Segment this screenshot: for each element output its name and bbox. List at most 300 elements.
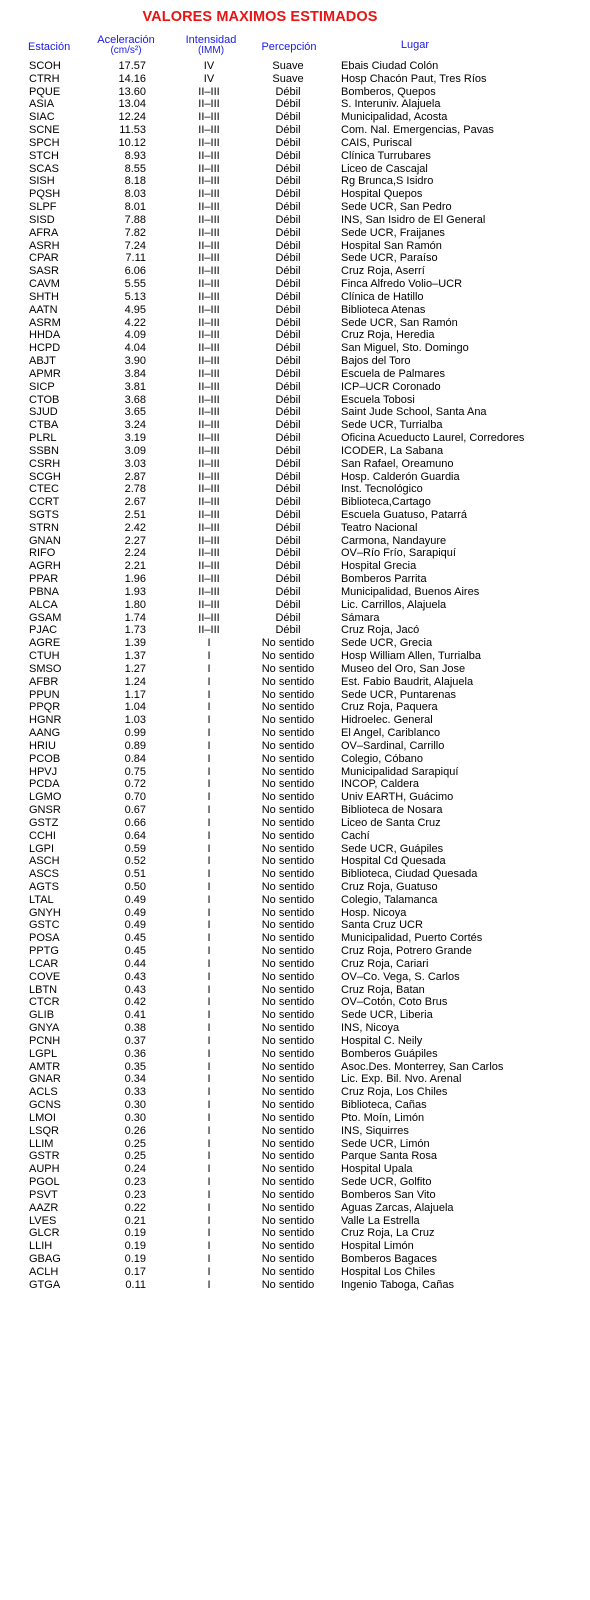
location-name: Rg Brunca,S Isidro: [341, 175, 434, 188]
acceleration-value: 12.24: [118, 111, 146, 124]
location-name: San Rafael, Oreamuno: [341, 457, 454, 470]
table-row: [0, 958, 590, 971]
perception-value: Débil: [275, 611, 301, 624]
acceleration-value: 3.09: [124, 444, 146, 457]
perception-value: No sentido: [261, 881, 315, 893]
location-name: Cruz Roja, Los Chiles: [341, 1086, 448, 1099]
acceleration-value: 0.35: [124, 1060, 146, 1073]
perception-value: No sentido: [261, 1124, 315, 1137]
table-row: [0, 432, 590, 445]
station-code: CCRT: [29, 496, 60, 509]
intensity-value: II–III: [198, 239, 220, 252]
table-row: [0, 291, 590, 304]
perception-value: No sentido: [261, 945, 315, 958]
intensity-value: II–III: [198, 201, 220, 214]
location-name: Hospital Los Chiles: [341, 1265, 436, 1278]
perception-value: Débil: [275, 560, 301, 573]
header-estacion: Estación: [28, 41, 71, 53]
perception-value: No sentido: [261, 1201, 315, 1214]
table-row: [0, 445, 590, 458]
station-code: ACLH: [29, 1265, 59, 1278]
station-code: CTOB: [29, 393, 60, 406]
station-code: SCGH: [29, 470, 61, 483]
location-name: Sede UCR, Fraijanes: [341, 226, 445, 239]
perception-value: No sentido: [261, 932, 315, 945]
location-name: Cruz Roja, Guatuso: [341, 881, 438, 893]
location-name: Sede UCR, Turrialba: [341, 419, 443, 432]
perception-value: Débil: [275, 380, 301, 393]
location-name: Clínica Turrubares: [341, 149, 431, 162]
intensity-value: II–III: [198, 496, 220, 509]
perception-value: Débil: [275, 252, 301, 265]
perception-value: No sentido: [261, 893, 315, 906]
location-name: Biblioteca de Nosara: [341, 804, 443, 817]
acceleration-value: 0.44: [124, 957, 146, 970]
location-name: Lic. Exp. Bil. Nvo. Arenal: [341, 1073, 462, 1086]
acceleration-value: 0.26: [124, 1124, 146, 1137]
location-name: INCOP, Caldera: [341, 778, 420, 791]
station-code: CTUH: [29, 650, 60, 663]
table-row: [0, 1138, 590, 1151]
table-row: [0, 496, 590, 509]
table-row: [0, 637, 590, 650]
intensity-value: II–III: [198, 85, 220, 98]
station-code: PSVT: [29, 1188, 58, 1201]
acceleration-value: 0.43: [124, 983, 146, 996]
table-row: [0, 701, 590, 714]
table-row: [0, 509, 590, 522]
acceleration-value: 0.38: [124, 1022, 146, 1035]
perception-value: Débil: [275, 483, 301, 496]
perception-value: Débil: [275, 547, 301, 560]
station-code: PGOL: [29, 1176, 60, 1189]
intensity-value: I: [207, 1176, 211, 1189]
table-row: [0, 73, 590, 86]
location-name: ICP–UCR Coronado: [341, 380, 441, 393]
table-row: [0, 1202, 590, 1215]
acceleration-value: 11.53: [119, 124, 146, 137]
intensity-value: II–III: [198, 303, 220, 316]
acceleration-value: 1.03: [124, 714, 146, 727]
table-row: [0, 919, 590, 932]
intensity-value: I: [207, 893, 211, 906]
table-row: [0, 804, 590, 817]
station-code: SCAS: [29, 162, 59, 175]
acceleration-value: 10.12: [118, 136, 146, 149]
acceleration-value: 0.51: [124, 868, 146, 881]
intensity-value: II–III: [198, 585, 220, 598]
station-code: GLCR: [29, 1227, 60, 1240]
table-row: [0, 111, 590, 124]
intensity-value: I: [207, 650, 211, 663]
perception-value: No sentido: [261, 1086, 315, 1099]
perception-value: No sentido: [261, 842, 315, 855]
station-code: SHTH: [29, 290, 59, 303]
table-row: [0, 419, 590, 432]
perception-value: No sentido: [261, 804, 315, 817]
perception-value: No sentido: [261, 1034, 315, 1047]
intensity-value: I: [207, 1253, 211, 1266]
intensity-value: II–III: [198, 213, 220, 226]
table-row: [0, 1150, 590, 1163]
station-code: GSTR: [29, 1150, 60, 1163]
location-name: Cruz Roja, Cariari: [341, 957, 429, 970]
acceleration-value: 2.87: [124, 470, 146, 483]
table-row: [0, 394, 590, 407]
station-code: AUPH: [29, 1163, 60, 1176]
intensity-value: I: [207, 868, 211, 881]
station-code: LLIH: [29, 1240, 53, 1253]
location-name: San Miguel, Sto. Domingo: [341, 342, 469, 355]
header-intensidad-unit: (IMM): [197, 45, 225, 56]
location-name: Escuela Guatuso, Patarrá: [341, 508, 467, 521]
location-name: Lic. Carrillos, Alajuela: [341, 598, 447, 611]
location-name: Bomberos Bagaces: [341, 1253, 437, 1266]
intensity-value: II–III: [198, 419, 220, 432]
intensity-value: I: [207, 983, 211, 996]
perception-value: No sentido: [261, 1265, 315, 1278]
station-code: GNYA: [29, 1022, 60, 1035]
station-code: GNAR: [29, 1073, 61, 1086]
table-row: [0, 163, 590, 176]
perception-value: No sentido: [261, 1073, 315, 1086]
location-name: Sede UCR, San Pedro: [341, 201, 452, 214]
location-name: Oficina Acueducto Laurel, Corredores: [341, 432, 525, 445]
intensity-value: IV: [203, 72, 215, 85]
intensity-value: I: [207, 688, 211, 701]
station-code: LGPL: [29, 1047, 58, 1060]
acceleration-value: 0.41: [124, 1009, 146, 1022]
acceleration-value: 4.04: [124, 342, 146, 355]
intensity-value: II–III: [198, 393, 220, 406]
location-name: Ebais Ciudad Colón: [341, 60, 439, 72]
station-code: PPUN: [29, 688, 60, 701]
station-code: CAVM: [29, 278, 60, 291]
intensity-value: II–III: [198, 226, 220, 239]
intensity-value: I: [207, 714, 211, 727]
location-name: Hospital C. Neily: [341, 1034, 423, 1047]
perception-value: Débil: [275, 496, 301, 509]
table-row: [0, 137, 590, 150]
perception-value: No sentido: [261, 778, 315, 791]
station-code: AAZR: [29, 1201, 59, 1214]
perception-value: Débil: [275, 213, 301, 226]
intensity-value: II–III: [198, 432, 220, 445]
intensity-value: I: [207, 996, 211, 1009]
header-intensidad: [174, 35, 248, 56]
intensity-value: I: [207, 778, 211, 791]
acceleration-value: 2.51: [124, 508, 146, 521]
intensity-value: II–III: [198, 573, 220, 586]
location-name: Hosp. Calderón Guardia: [341, 470, 460, 483]
intensity-value: II–III: [198, 611, 220, 624]
location-name: ICODER, La Sabana: [341, 444, 444, 457]
acceleration-value: 0.70: [124, 791, 146, 804]
intensity-value: I: [207, 816, 211, 829]
intensity-value: II–III: [198, 355, 220, 368]
acceleration-value: 13.60: [118, 85, 146, 98]
acceleration-value: 6.06: [124, 265, 146, 278]
station-code: POSA: [29, 932, 60, 945]
perception-value: Débil: [275, 342, 301, 355]
station-code: ABJT: [29, 355, 56, 368]
location-name: Cruz Roja, Potrero Grande: [341, 945, 472, 958]
perception-value: Débil: [275, 406, 301, 419]
station-code: CTRH: [29, 72, 60, 85]
table-row: [0, 1073, 590, 1086]
location-name: Hosp Chacón Paut, Tres Ríos: [341, 72, 487, 85]
table-row: [0, 355, 590, 368]
perception-value: No sentido: [261, 701, 315, 714]
acceleration-value: 4.22: [124, 316, 146, 329]
acceleration-value: 0.24: [124, 1163, 146, 1176]
location-name: Saint Jude School, Santa Ana: [341, 406, 487, 419]
acceleration-value: 1.04: [124, 701, 146, 714]
table-row: [0, 471, 590, 484]
table-row: [0, 201, 590, 214]
perception-value: Débil: [275, 393, 301, 406]
page-title: VALORES MAXIMOS ESTIMADOS: [142, 9, 378, 25]
table-row: [0, 342, 590, 355]
perception-value: Débil: [275, 290, 301, 303]
location-name: OV–Sardinal, Carrillo: [341, 739, 445, 752]
location-name: Museo del Oro, San Jose: [341, 662, 466, 675]
acceleration-value: 0.19: [124, 1227, 146, 1240]
acceleration-value: 0.19: [124, 1240, 146, 1253]
intensity-value: II–III: [198, 534, 220, 547]
intensity-value: I: [207, 1099, 211, 1112]
table-row: [0, 560, 590, 573]
location-name: Hospital Upala: [341, 1163, 413, 1176]
location-name: Valle La Estrella: [341, 1214, 420, 1227]
perception-value: Débil: [275, 239, 301, 252]
station-code: PCDA: [29, 778, 60, 791]
intensity-value: II–III: [198, 188, 220, 201]
acceleration-value: 7.24: [124, 239, 146, 252]
location-name: Cruz Roja, Batan: [341, 983, 425, 996]
location-name: OV–Cotón, Coto Brus: [341, 996, 448, 1009]
intensity-value: II–III: [198, 547, 220, 560]
intensity-value: II–III: [198, 162, 220, 175]
acceleration-value: 0.64: [124, 829, 146, 842]
location-name: Escuela Tobosi: [341, 393, 415, 406]
station-code: SICP: [29, 380, 55, 393]
acceleration-value: 0.30: [124, 1111, 146, 1124]
intensity-value: I: [207, 919, 211, 932]
intensity-value: I: [207, 1214, 211, 1227]
perception-value: Débil: [275, 432, 301, 445]
table-row: [0, 907, 590, 920]
perception-value: Débil: [275, 508, 301, 521]
station-code: HPVJ: [29, 765, 58, 778]
intensity-value: I: [207, 842, 211, 855]
location-name: Pto. Moín, Limón: [341, 1111, 425, 1124]
intensity-value: II–III: [198, 98, 220, 111]
table-row: [0, 278, 590, 291]
acceleration-value: 3.81: [124, 380, 146, 393]
station-code: LVES: [29, 1214, 57, 1227]
header-lugar: Lugar: [400, 39, 430, 51]
table-row: [0, 689, 590, 702]
acceleration-value: 1.27: [124, 662, 146, 675]
location-name: Municipalidad, Buenos Aires: [341, 585, 480, 598]
perception-value: No sentido: [261, 637, 315, 650]
table-row: [0, 843, 590, 856]
acceleration-value: 2.27: [124, 534, 146, 547]
perception-value: Débil: [275, 367, 301, 380]
table-row: [0, 791, 590, 804]
station-code: COVE: [29, 970, 61, 983]
table-row: [0, 612, 590, 625]
acceleration-value: 7.11: [125, 252, 146, 265]
acceleration-value: 0.30: [124, 1099, 146, 1112]
intensity-value: I: [207, 662, 211, 675]
table-row: [0, 1163, 590, 1176]
location-name: Bomberos Parrita: [341, 573, 427, 586]
station-code: STCH: [29, 149, 59, 162]
station-code: SPCH: [29, 136, 60, 149]
table-row: [0, 1112, 590, 1125]
acceleration-value: 0.34: [124, 1073, 146, 1086]
intensity-value: I: [207, 1240, 211, 1253]
table-row: [0, 573, 590, 586]
station-code: GNAN: [29, 534, 61, 547]
perception-value: Débil: [275, 598, 301, 611]
table-row: [0, 868, 590, 881]
acceleration-value: 0.43: [124, 970, 146, 983]
acceleration-value: 2.78: [124, 483, 146, 496]
location-name: Liceo de Cascajal: [341, 162, 428, 175]
table-row: [0, 214, 590, 227]
table-row: [0, 1266, 590, 1279]
table-row: [0, 60, 590, 73]
acceleration-value: 0.45: [124, 932, 146, 945]
table-row: [0, 1279, 590, 1292]
location-name: OV–Co. Vega, S. Carlos: [341, 970, 460, 983]
perception-value: Débil: [275, 355, 301, 368]
perception-value: Débil: [275, 149, 301, 162]
station-code: HHDA: [29, 329, 61, 342]
location-name: Finca Alfredo Volio–UCR: [341, 278, 463, 291]
data-table: [0, 60, 590, 1292]
perception-value: No sentido: [261, 752, 315, 765]
header-aceleracion: [86, 35, 166, 56]
station-code: HGNR: [29, 714, 62, 727]
intensity-value: II–III: [198, 470, 220, 483]
acceleration-value: 0.84: [124, 752, 146, 765]
perception-value: No sentido: [261, 970, 315, 983]
intensity-value: II–III: [198, 598, 220, 611]
intensity-value: I: [207, 675, 211, 688]
perception-value: Débil: [275, 534, 301, 547]
station-code: ASRM: [29, 316, 61, 329]
station-code: AFBR: [29, 675, 59, 688]
station-code: PPQR: [29, 701, 61, 714]
location-name: S. Interuniv. Alajuela: [341, 98, 441, 111]
table-row: [0, 368, 590, 381]
table-row: [0, 881, 590, 894]
acceleration-value: 0.23: [124, 1188, 146, 1201]
perception-value: No sentido: [261, 983, 315, 996]
intensity-value: I: [207, 791, 211, 804]
acceleration-value: 3.84: [124, 367, 146, 380]
acceleration-value: 1.37: [124, 650, 146, 663]
station-code: CTEC: [29, 483, 59, 496]
intensity-value: I: [207, 1111, 211, 1124]
intensity-value: II–III: [198, 136, 220, 149]
station-code: PCNH: [29, 1034, 61, 1047]
intensity-value: I: [207, 932, 211, 945]
acceleration-value: 0.19: [124, 1253, 146, 1266]
intensity-value: I: [207, 1137, 211, 1150]
location-name: Hidroelec. General: [341, 714, 433, 727]
location-name: Hosp William Allen, Turrialba: [341, 650, 481, 663]
station-code: CTCR: [29, 996, 60, 1009]
perception-value: Débil: [275, 573, 301, 586]
station-code: LGMO: [29, 791, 62, 804]
perception-value: Débil: [275, 521, 301, 534]
table-row: [0, 778, 590, 791]
location-name: INS, San Isidro de El General: [341, 213, 486, 226]
location-name: Cruz Roja, Heredia: [341, 329, 435, 342]
perception-value: Débil: [275, 201, 301, 214]
perception-value: No sentido: [261, 1009, 315, 1022]
perception-value: No sentido: [261, 1150, 315, 1163]
acceleration-value: 8.55: [124, 162, 146, 175]
station-code: PLRL: [29, 432, 57, 445]
perception-value: No sentido: [261, 662, 315, 675]
location-name: Liceo de Santa Cruz: [341, 816, 441, 829]
acceleration-value: 2.42: [124, 521, 146, 534]
location-name: Hospital Quepos: [341, 188, 423, 201]
station-code: SJUD: [29, 406, 58, 419]
station-code: HCPD: [29, 342, 61, 355]
acceleration-value: 0.72: [124, 778, 146, 791]
location-name: Inst. Tecnológico: [341, 483, 423, 496]
station-code: AMTR: [29, 1060, 61, 1073]
station-code: GNSR: [29, 804, 61, 817]
intensity-value: I: [207, 804, 211, 817]
acceleration-value: 8.18: [124, 175, 146, 188]
table-row: [0, 175, 590, 188]
acceleration-value: 0.17: [124, 1265, 146, 1278]
perception-value: Débil: [275, 329, 301, 342]
perception-value: No sentido: [261, 1022, 315, 1035]
station-code: PQUE: [29, 85, 61, 98]
station-code: AFRA: [29, 226, 59, 239]
location-name: Hospital Limón: [341, 1240, 414, 1253]
intensity-value: I: [207, 1047, 211, 1060]
intensity-value: I: [207, 637, 211, 650]
station-code: GBAG: [29, 1253, 61, 1266]
intensity-value: II–III: [198, 560, 220, 573]
station-code: CPAR: [29, 252, 59, 265]
table-row: [0, 996, 590, 1009]
intensity-value: II–III: [198, 406, 220, 419]
intensity-value: I: [207, 1278, 211, 1291]
acceleration-value: 0.22: [124, 1201, 146, 1214]
table-row: [0, 329, 590, 342]
header-aceleracion-label: Aceleración: [97, 34, 155, 46]
perception-value: No sentido: [261, 765, 315, 778]
perception-value: No sentido: [261, 1214, 315, 1227]
perception-value: No sentido: [261, 1060, 315, 1073]
table-row: [0, 586, 590, 599]
intensity-value: I: [207, 957, 211, 970]
intensity-value: II–III: [198, 252, 220, 265]
perception-value: No sentido: [261, 675, 315, 688]
perception-value: No sentido: [261, 816, 315, 829]
